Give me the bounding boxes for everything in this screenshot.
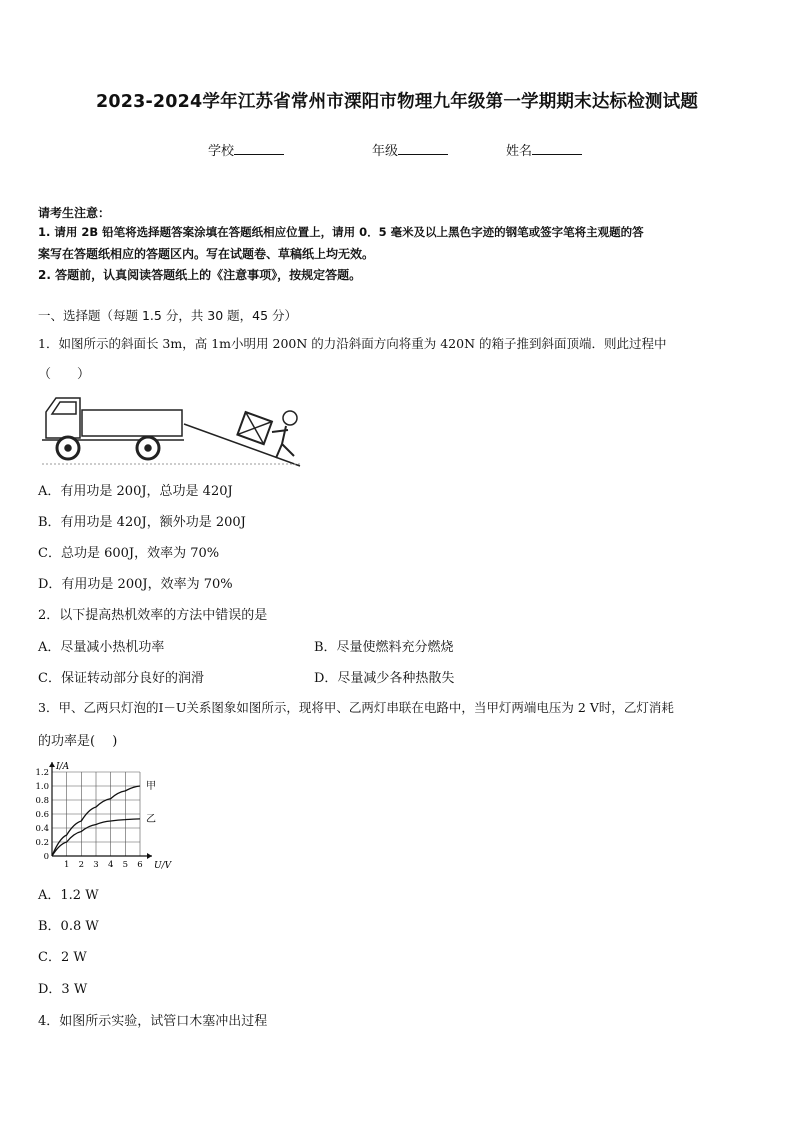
grade-field	[372, 140, 448, 159]
q2-option-b[interactable]: B．尽量使燃料充分燃烧	[314, 640, 454, 655]
q1-option-a[interactable]: A．有用功是 200J，总功是 420J	[38, 484, 233, 499]
grade-label: 年级	[372, 144, 399, 159]
x-tick-label: 2	[78, 860, 85, 870]
y-tick-label: 1.2	[35, 768, 49, 778]
notice-line-2: 2. 答题前，认真阅读答题纸上的《注意事项》，按规定答题。	[38, 268, 362, 282]
q1-option-c[interactable]: C．总功是 600J，效率为 70%	[38, 546, 220, 561]
school-label: 学校	[208, 144, 235, 159]
x-tick-label: 5	[122, 860, 129, 870]
name-label: 姓名	[506, 144, 533, 159]
x-tick-label: 6	[137, 860, 143, 870]
crate-illustration	[237, 412, 272, 444]
q2-stem: 2．以下提高热机效率的方法中错误的是	[38, 608, 268, 623]
y-axis-arrow	[49, 762, 55, 767]
page-title: 2023-2024学年江苏省常州市溧阳市物理九年级第一学期期末达标检测试题	[95, 92, 699, 112]
q2-option-a[interactable]: A．尽量减小热机功率	[38, 640, 165, 655]
series-label: 乙	[146, 813, 156, 825]
y-tick-label: 0.4	[35, 824, 49, 834]
school-field	[208, 140, 284, 159]
iu-graph	[32, 756, 172, 874]
q3-stem-cont: 的功率是( )	[38, 734, 118, 749]
q2-option-c[interactable]: C．保证转动部分良好的润滑	[38, 671, 204, 686]
y-tick-label: 1.0	[35, 782, 49, 792]
name-field	[506, 140, 582, 159]
y-tick-label: 0.6	[35, 810, 49, 820]
x-axis-arrow	[147, 853, 152, 859]
section-heading: 一、选择题（每题 1.5 分，共 30 题，45 分）	[38, 308, 298, 323]
boy-pushing-illustration	[272, 411, 297, 458]
q1-option-d[interactable]: D．有用功是 200J，效率为 70%	[38, 577, 233, 592]
name-blank	[532, 142, 582, 155]
x-tick-label: 3	[93, 860, 99, 870]
truck-ramp-figure	[38, 388, 308, 472]
truck-illustration	[42, 398, 184, 459]
q3-stem: 3．甲、乙两只灯泡的I－U关系图象如图所示，现将甲、乙两灯串联在电路中，当甲灯两端电压为 2 V时，乙灯消耗	[38, 700, 674, 715]
q3-option-a[interactable]: A．1.2 W	[38, 888, 99, 903]
q3-option-c[interactable]: C．2 W	[38, 950, 87, 965]
x-axis-label: U/V	[154, 861, 172, 871]
q1-paren: （ ）	[38, 367, 91, 382]
y-axis-label: I/A	[56, 762, 70, 772]
q1-stem: 1．如图所示的斜面长 3m，高 1m小明用 200N 的力沿斜面方向将重为 420N 的箱子推到斜面顶端．则此过程中	[38, 336, 667, 351]
x-tick-label: 4	[107, 860, 114, 870]
y-tick-label: 0.8	[35, 796, 49, 806]
q3-option-d[interactable]: D．3 W	[38, 982, 88, 997]
grade-blank	[398, 142, 448, 155]
school-blank	[234, 142, 284, 155]
x-tick-label: 1	[63, 860, 70, 870]
q2-option-d[interactable]: D．尽量减少各种热散失	[314, 671, 455, 686]
q3-option-b[interactable]: B．0.8 W	[38, 919, 99, 934]
q1-option-b[interactable]: B．有用功是 420J，额外功是 200J	[38, 515, 246, 530]
series-label: 甲	[146, 781, 156, 792]
y-tick-label: 0	[43, 852, 49, 862]
notice-line-1a: 1. 请用 2B 铅笔将选择题答案涂填在答题纸相应位置上，请用 0．5 毫米及以上黑色字迹的钢笔或签字笔将主观题的答	[38, 225, 644, 239]
q4-stem: 4．如图所示实验，试管口木塞冲出过程	[38, 1014, 268, 1029]
notice-line-1b: 案写在答题纸相应的答题区内。写在试题卷、草稿纸上均无效。	[38, 247, 375, 261]
y-tick-label: 0.2	[35, 838, 49, 848]
notice-heading: 请考生注意：	[38, 206, 111, 220]
